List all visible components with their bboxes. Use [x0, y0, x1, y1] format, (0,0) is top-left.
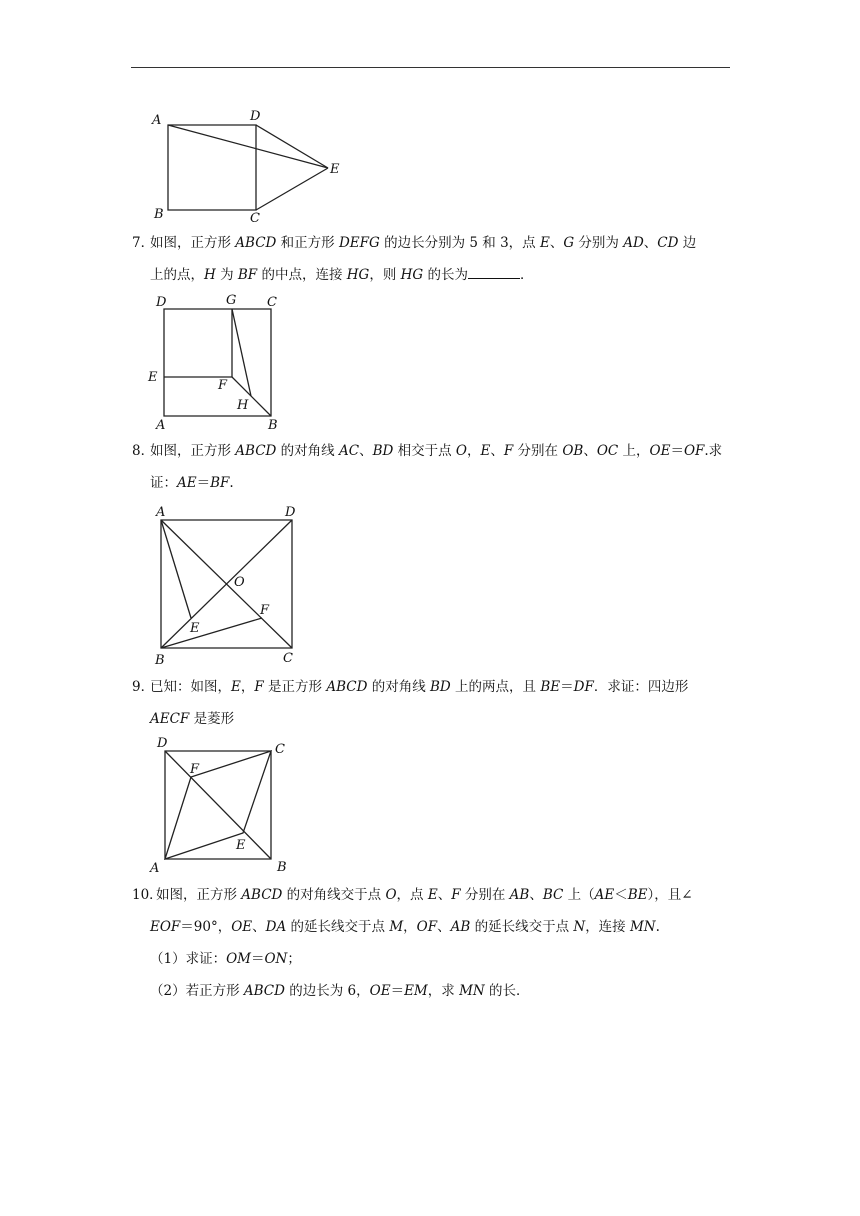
q10-sub-1: （1）求证：OM＝ON；: [150, 951, 301, 967]
question-number: 7．: [132, 235, 155, 251]
q10-line-2: EOF＝90°，OE、DA 的延长线交于点 M，OF、AB 的延长线交于点 N，连接 MN.: [150, 919, 660, 935]
label-b: B: [154, 207, 164, 222]
q9-line-2: AECF 是菱形: [150, 711, 235, 727]
label-b: B: [268, 418, 278, 433]
label-f: F: [218, 378, 228, 393]
label-d: D: [285, 505, 296, 520]
q8-line-1: 如图，正方形 ABCD 的对角线 AC、BD 相交于点 O，E、F 分别在 OB、OC 上，OE＝OF.求: [150, 443, 723, 459]
diagonal-db: [165, 751, 271, 859]
question-number: 8．: [132, 443, 155, 459]
label-c: C: [283, 651, 293, 666]
label-f: F: [260, 603, 270, 618]
segment-gh: [232, 309, 251, 396]
label-a: A: [156, 418, 166, 433]
segment-ce: [256, 168, 328, 210]
figure-q8: [148, 500, 313, 670]
label-o: O: [234, 575, 245, 590]
label-d: D: [250, 109, 261, 124]
label-e: E: [190, 621, 200, 636]
q8-line-2: 证：AE＝BF.: [150, 475, 234, 491]
label-e: E: [148, 370, 158, 385]
label-g: G: [226, 293, 237, 308]
segment-de: [256, 125, 328, 168]
label-h: H: [237, 398, 249, 413]
segment-ae: [168, 125, 328, 168]
label-a: A: [150, 861, 160, 876]
q9-line-1: 已知：如图，E，F 是正方形 ABCD 的对角线 BD 上的两点，且 BE＝DF．求证：四边形: [150, 679, 689, 695]
label-d: D: [156, 295, 167, 310]
question-number: 9．: [132, 679, 155, 695]
figure-q9: [145, 735, 295, 875]
figure-q7: [140, 290, 300, 435]
label-a: A: [152, 113, 162, 128]
answer-blank[interactable]: [468, 266, 520, 279]
label-a: A: [156, 505, 166, 520]
figure-q6: [140, 100, 360, 230]
label-f: F: [190, 762, 200, 777]
q7-line-1: 如图，正方形 ABCD 和正方形 DEFG 的边长分别为 5 和 3，点 E、G 分别为 AD、CD 边: [150, 235, 697, 251]
q10-line-1: 如图，正方形 ABCD 的对角线交于点 O，点 E、F 分别在 AB、BC 上（AE＜BE），且∠: [156, 887, 693, 903]
label-c: C: [275, 742, 285, 757]
q10-sub-2: （2）若正方形 ABCD 的边长为 6，OE＝EM，求 MN 的长．: [150, 983, 530, 999]
label-c: C: [250, 211, 260, 226]
header-rule: [131, 67, 730, 68]
label-e: E: [236, 838, 246, 853]
label-b: B: [155, 653, 165, 668]
question-number: 10．: [132, 887, 163, 903]
label-b: B: [277, 860, 287, 875]
square-abcd: [168, 125, 256, 210]
label-e: E: [330, 162, 340, 177]
q7-line-2: 上的点，H 为 BF 的中点，连接 HG，则 HG 的长为 ．: [150, 267, 534, 283]
label-d: D: [157, 736, 168, 751]
square-defg: [164, 309, 232, 377]
label-c: C: [267, 295, 277, 310]
